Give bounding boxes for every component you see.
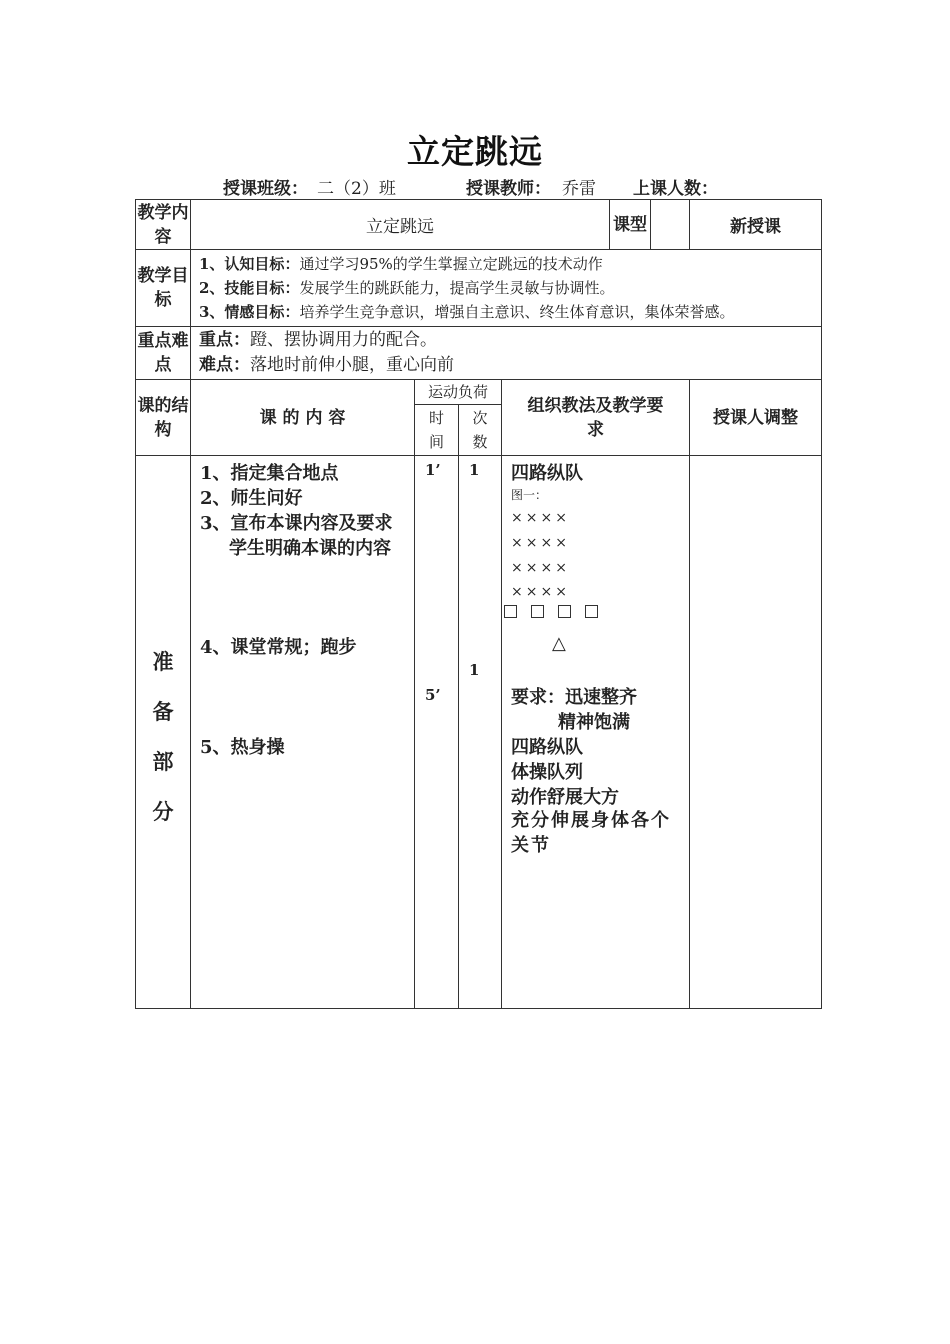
load-header: 运动负荷 bbox=[415, 380, 502, 405]
student-row: ×××× bbox=[511, 535, 570, 551]
lesson-plan-table bbox=[135, 199, 822, 1009]
content-item: 2、师生问好 bbox=[200, 488, 303, 509]
key-point: 重点：蹬、摆协调用力的配合。 bbox=[199, 330, 437, 350]
content-item: 学生明确本课的内容 bbox=[229, 538, 391, 559]
content-item: 3、宣布本课内容及要求 bbox=[200, 513, 393, 534]
figure-label: 图一： bbox=[511, 488, 548, 502]
count-label: 上课人数： bbox=[633, 179, 718, 199]
square-marker bbox=[585, 605, 598, 618]
student-row: ×××× bbox=[511, 584, 570, 600]
prep-char: 准 bbox=[152, 649, 174, 674]
key-points bbox=[191, 327, 822, 380]
method-header: 组织教法及教学要求 bbox=[502, 380, 690, 456]
square-marker bbox=[504, 605, 517, 618]
note-text: 动作舒展大方 bbox=[511, 787, 619, 808]
row-content bbox=[136, 200, 822, 250]
prep-count-cell bbox=[459, 456, 502, 1009]
prep-char: 部 bbox=[152, 749, 174, 774]
prep-char: 备 bbox=[152, 699, 174, 724]
goals-label: 教学目标 bbox=[136, 250, 191, 327]
formation-text: 四路纵队 bbox=[511, 463, 583, 484]
row-goals bbox=[136, 250, 822, 327]
prep-section-cell bbox=[136, 456, 191, 1009]
type-label: 课型 bbox=[610, 200, 651, 249]
marker-row bbox=[504, 602, 612, 623]
count-value: 1 bbox=[469, 661, 480, 679]
class-label: 授课班级： bbox=[223, 179, 308, 199]
student-row: ×××× bbox=[511, 560, 570, 576]
requirement-text: 要求：迅速整齐 bbox=[511, 687, 637, 708]
goals-list bbox=[191, 250, 822, 327]
structure-header: 课的结构 bbox=[136, 380, 191, 456]
goal-item: 1、认知目标：通过学习95%的学生掌握立定跳远的技术动作 bbox=[199, 255, 603, 273]
goal-item: 2、技能目标：发展学生的跳跃能力，提高学生灵敏与协调性。 bbox=[199, 279, 615, 297]
content-value: 立定跳远 bbox=[191, 200, 610, 250]
key-points-label: 重点难点 bbox=[136, 327, 191, 380]
student-row: ×××× bbox=[511, 510, 570, 526]
square-marker bbox=[558, 605, 571, 618]
type-cell bbox=[610, 200, 690, 250]
prep-method-cell bbox=[502, 456, 690, 1009]
content-item: 4、课堂常规；跑步 bbox=[200, 637, 357, 658]
goal-item: 3、情感目标：培养学生竞争意识，增强自主意识、终生体育意识，集体荣誉感。 bbox=[199, 303, 735, 321]
teacher-triangle-icon: △ bbox=[552, 633, 566, 654]
time-value: 1’ bbox=[425, 461, 441, 479]
row-header-1 bbox=[136, 380, 822, 405]
teacher-label: 授课教师： bbox=[466, 179, 551, 199]
prep-char: 分 bbox=[152, 799, 174, 824]
count-value: 1 bbox=[469, 461, 480, 479]
time-value: 5’ bbox=[425, 686, 441, 704]
row-key-points bbox=[136, 327, 822, 380]
teacher-value: 乔雷 bbox=[562, 179, 596, 199]
type-value: 新授课 bbox=[690, 200, 822, 250]
prep-time-cell bbox=[415, 456, 459, 1009]
difficult-point: 难点：落地时前伸小腿，重心向前 bbox=[199, 355, 454, 375]
formation-text: 四路纵队 bbox=[511, 737, 583, 758]
content-item: 1、指定集合地点 bbox=[200, 463, 339, 484]
prep-adjust-cell bbox=[690, 456, 822, 1009]
adjust-header: 授课人调整 bbox=[690, 380, 822, 456]
page-title: 立定跳远 bbox=[407, 132, 543, 171]
class-value: 二（2）班 bbox=[317, 179, 396, 199]
times-header: 次数 bbox=[459, 405, 502, 456]
square-marker bbox=[531, 605, 544, 618]
content-header: 课 的 内 容 bbox=[191, 380, 415, 456]
requirement-text: 精神饱满 bbox=[558, 712, 630, 733]
row-prep bbox=[136, 456, 822, 1009]
time-header: 时间 bbox=[415, 405, 459, 456]
content-item: 5、热身操 bbox=[200, 737, 285, 758]
content-label: 教学内容 bbox=[136, 200, 191, 250]
prep-content-cell bbox=[191, 456, 415, 1009]
note-text: 充分伸展身体各个关节 bbox=[511, 810, 671, 856]
formation-text: 体操队列 bbox=[511, 762, 583, 783]
